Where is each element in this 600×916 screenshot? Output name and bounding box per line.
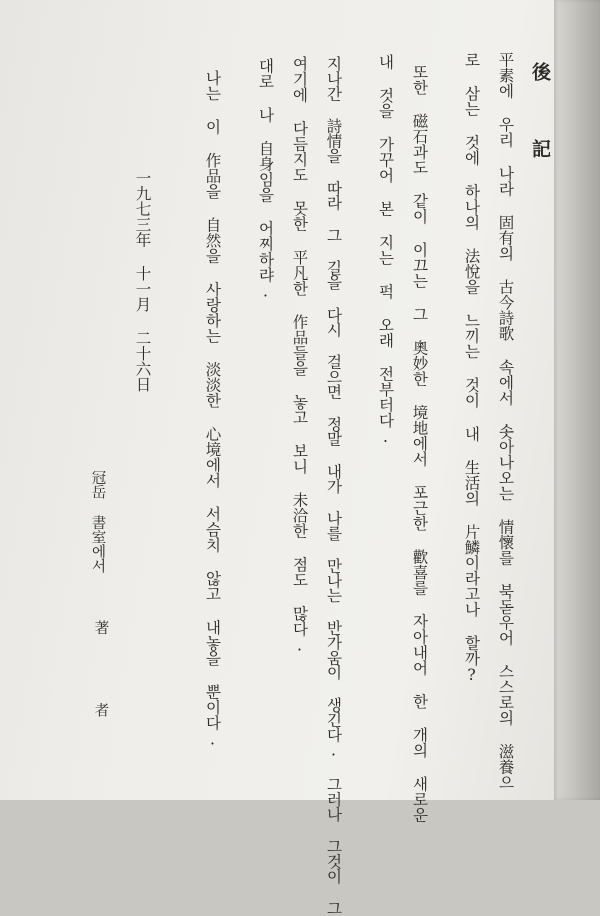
body-line: 내 것을 가꾸어 본 지는 퍽 오래 전부터다. <box>376 54 395 446</box>
page-edge <box>554 0 600 800</box>
body-line: 여기에 다듬지도 못한 平凡한 作品들을 놓고 보니 未洽한 점도 많다. <box>290 56 309 655</box>
body-line: 로 삼는 것에 하나의 法悅을 느끼는 것이 내 生活의 片鱗이라고나 할까? <box>462 52 481 684</box>
body-line: 대로 나 自身임을 어찌하랴. <box>256 58 275 301</box>
body-line: 나는 이 作品을 自然을 사랑하는 淡淡한 心境에서 서슴치 않고 내놓을 뿐이다. <box>203 70 222 749</box>
place-signature: 冠岳 書室에서 <box>89 470 106 573</box>
body-line: 지나간 詩情을 따라 그 길을 다시 걸으면 정말 내가 나를 만나는 반가움이 생긴다. 그러나 그것이 그 <box>324 56 343 916</box>
page-title: 後 記 <box>529 62 551 176</box>
date-line: 一九七三年 十一月 二十六日 <box>133 170 152 392</box>
body-line: 또한 磁石과도 같이 이끄는 그 奧妙한 境地에서 포근한 歡喜를 자아내어 한 개의 새로운 <box>410 64 429 823</box>
body-line: 平素에 우리 나라 固有의 古今詩歌 속에서 솟아나오는 情懷를 북돋우어 스스로의 滋養으 <box>496 52 515 790</box>
author-signature: 著 者 <box>92 620 109 743</box>
